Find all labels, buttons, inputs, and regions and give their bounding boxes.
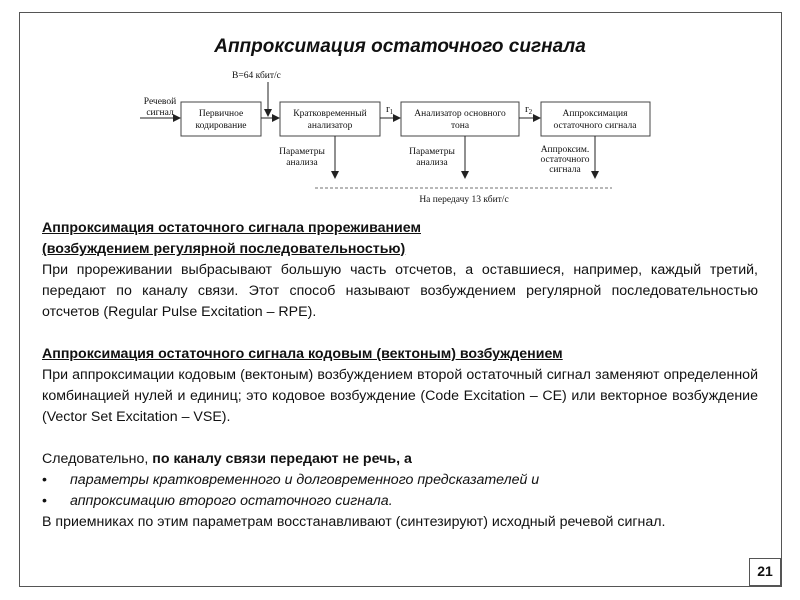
block-diagram (0, 0, 800, 215)
r2-label: r2 (525, 103, 533, 116)
block-4-line2: остаточного сигнала (553, 121, 637, 131)
bullet-item: • аппроксимацию второго остаточного сигнала. (42, 491, 758, 512)
input-label-line1: Речевой (143, 97, 177, 107)
block-1-line2: кодирование (195, 121, 247, 131)
output-2-line1: Параметры (409, 147, 455, 157)
conclusion-line (42, 449, 758, 470)
r1-label: r1 (386, 103, 394, 116)
block-4-line1: Аппроксимация (562, 109, 628, 119)
final-text: В приемниках по этим параметрам восстанавливают (синтезируют) исходный речевой сигнал. (42, 514, 666, 530)
section1-heading-2: (возбуждением регулярной последовательностью) (42, 241, 406, 257)
rate-label: B=64 кбит/с (232, 71, 281, 81)
output-2-line2: анализа (416, 158, 448, 168)
conclusion-bold: по каналу связи передают не речь, а (152, 451, 412, 467)
block-2-line2: анализатор (307, 121, 353, 131)
input-label-line2: сигнал (146, 108, 174, 118)
section1-text: При прореживании выбрасывают большую часть отсчетов, а оставшиеся, например, каждый третий, передают по каналу связи. Этот способ называют возбуждением регулярной последовательностью отсчетов (Regular Pulse Excitation – RPE). (42, 262, 758, 320)
section2-heading: Аппроксимация остаточного сигнала кодовым (вектоным) возбуждением (42, 346, 563, 362)
section2-text: При аппроксимации кодовым (вектоным) возбуждением второй остаточный сигнал заменяют определенной комбинацией нулей и единиц; это кодовое возбуждение (Code Excitation – CE) или векторное возбуждение (Vector Set Excitation – VSE). (42, 367, 758, 425)
output-3-line2: остаточного (540, 155, 590, 165)
conclusion-plain: Следовательно, (42, 451, 153, 467)
output-3-line1: Аппроксим. (540, 145, 590, 155)
output-1-line1: Параметры (279, 147, 325, 157)
output-1-line2: анализа (286, 158, 318, 168)
bullet-item: • параметры кратковременного и долговременного предсказателей и (42, 470, 758, 491)
block-3-line2: тона (450, 121, 470, 131)
output-3-line3: сигнала (549, 165, 581, 175)
transmit-label: На передачу 13 кбит/с (419, 195, 509, 205)
block-3-line1: Анализатор основного (414, 109, 506, 119)
slide-title: Аппроксимация остаточного сигнала (214, 36, 586, 57)
block-1-line1: Первичное (198, 109, 244, 119)
slide-body (42, 218, 758, 533)
section1-heading-1: Аппроксимация остаточного сигнала прореживанием (42, 220, 421, 236)
block-2-line1: Кратковременный (293, 109, 367, 119)
page-number: 21 (749, 558, 781, 586)
